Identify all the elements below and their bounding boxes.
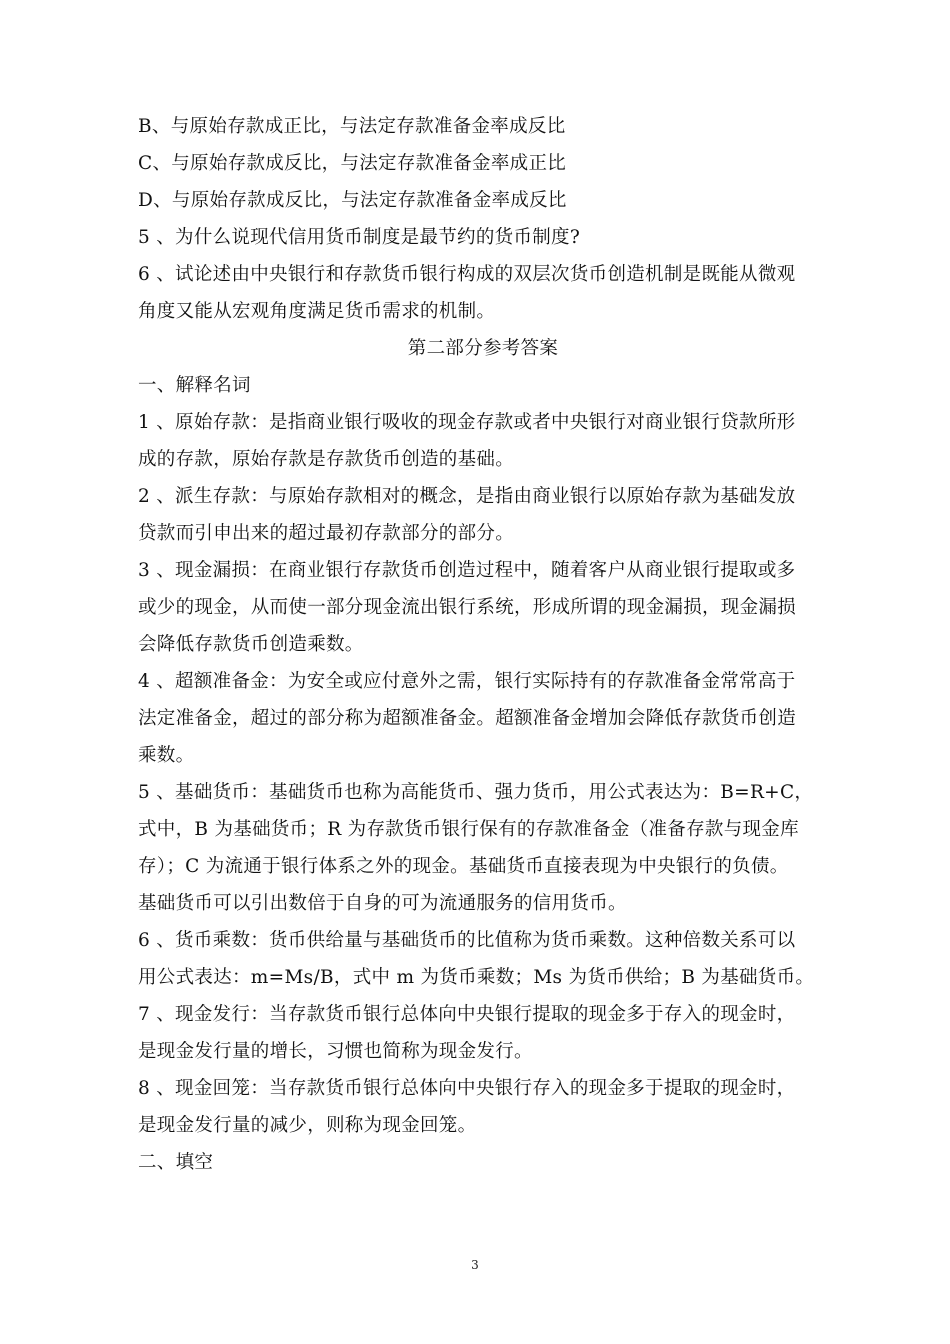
question-5: 5 、为什么说现代信用货币制度是最节约的货币制度?	[138, 227, 581, 248]
question-6-line-1: 6 、试论述由中央银行和存款货币银行构成的双层次货币创造机制是既能从微观	[138, 264, 796, 285]
page-number: 3	[471, 1258, 479, 1272]
definition-6-line-2: 用公式表达：m=Ms/B，式中 m 为货币乘数；Ms 为货币供给；B 为基础货币。	[138, 967, 815, 988]
definition-7-line-1: 7 、现金发行：当存款货币银行总体向中央银行提取的现金多于存入的现金时，	[138, 1004, 796, 1025]
document-page	[138, 108, 818, 1181]
definition-1-line-1: 1 、原始存款：是指商业银行吸收的现金存款或者中央银行对商业银行贷款所形	[138, 412, 796, 433]
definition-3-line-1: 3 、现金漏损：在商业银行存款货币创造过程中，随着客户从商业银行提取或多	[138, 560, 796, 581]
definition-4-line-2: 法定准备金，超过的部分称为超额准备金。超额准备金增加会降低存款货币创造	[138, 708, 797, 729]
section-title: 第二部分参考答案	[407, 338, 559, 359]
definition-3-line-3: 会降低存款货币创造乘数。	[138, 634, 364, 655]
definition-5-line-1: 5 、基础货币：基础货币也称为高能货币、强力货币，用公式表达为：B=R+C，	[138, 782, 814, 803]
definition-6-line-1: 6 、货币乘数：货币供给量与基础货币的比值称为货币乘数。这种倍数关系可以	[138, 930, 796, 951]
definition-2-line-1: 2 、派生存款：与原始存款相对的概念，是指由商业银行以原始存款为基础发放	[138, 486, 796, 507]
definition-5-line-2: 式中，B 为基础货币；R 为存款货币银行保有的存款准备金（准备存款与现金库	[138, 819, 799, 840]
part-one-heading: 一、解释名词	[138, 375, 251, 396]
definition-3-line-2: 或少的现金，从而使一部分现金流出银行系统，形成所谓的现金漏损，现金漏损	[138, 597, 797, 618]
definition-5-line-3: 存）；C 为流通于银行体系之外的现金。基础货币直接表现为中央银行的负债。	[138, 856, 789, 877]
definition-4-line-3: 乘数。	[138, 745, 195, 766]
definition-7-line-2: 是现金发行量的增长，习惯也简称为现金发行。	[138, 1041, 533, 1062]
question-6-line-2: 角度又能从宏观角度满足货币需求的机制。	[138, 301, 496, 322]
definition-8-line-2: 是现金发行量的减少，则称为现金回笼。	[138, 1115, 477, 1136]
option-d: D、与原始存款成反比，与法定存款准备金率成反比	[138, 190, 567, 211]
definition-1-line-2: 成的存款，原始存款是存款货币创造的基础。	[138, 449, 515, 470]
definition-4-line-1: 4 、超额准备金：为安全或应付意外之需，银行实际持有的存款准备金常常高于	[138, 671, 796, 692]
definition-5-line-4: 基础货币可以引出数倍于自身的可为流通服务的信用货币。	[138, 893, 627, 914]
option-b: B、与原始存款成正比，与法定存款准备金率成反比	[138, 116, 566, 137]
definition-2-line-2: 贷款而引申出来的超过最初存款部分的部分。	[138, 523, 515, 544]
part-two-heading: 二、填空	[138, 1152, 214, 1173]
definition-8-line-1: 8 、现金回笼：当存款货币银行总体向中央银行存入的现金多于提取的现金时，	[138, 1078, 796, 1099]
option-c: C、与原始存款成反比，与法定存款准备金率成正比	[138, 153, 567, 174]
